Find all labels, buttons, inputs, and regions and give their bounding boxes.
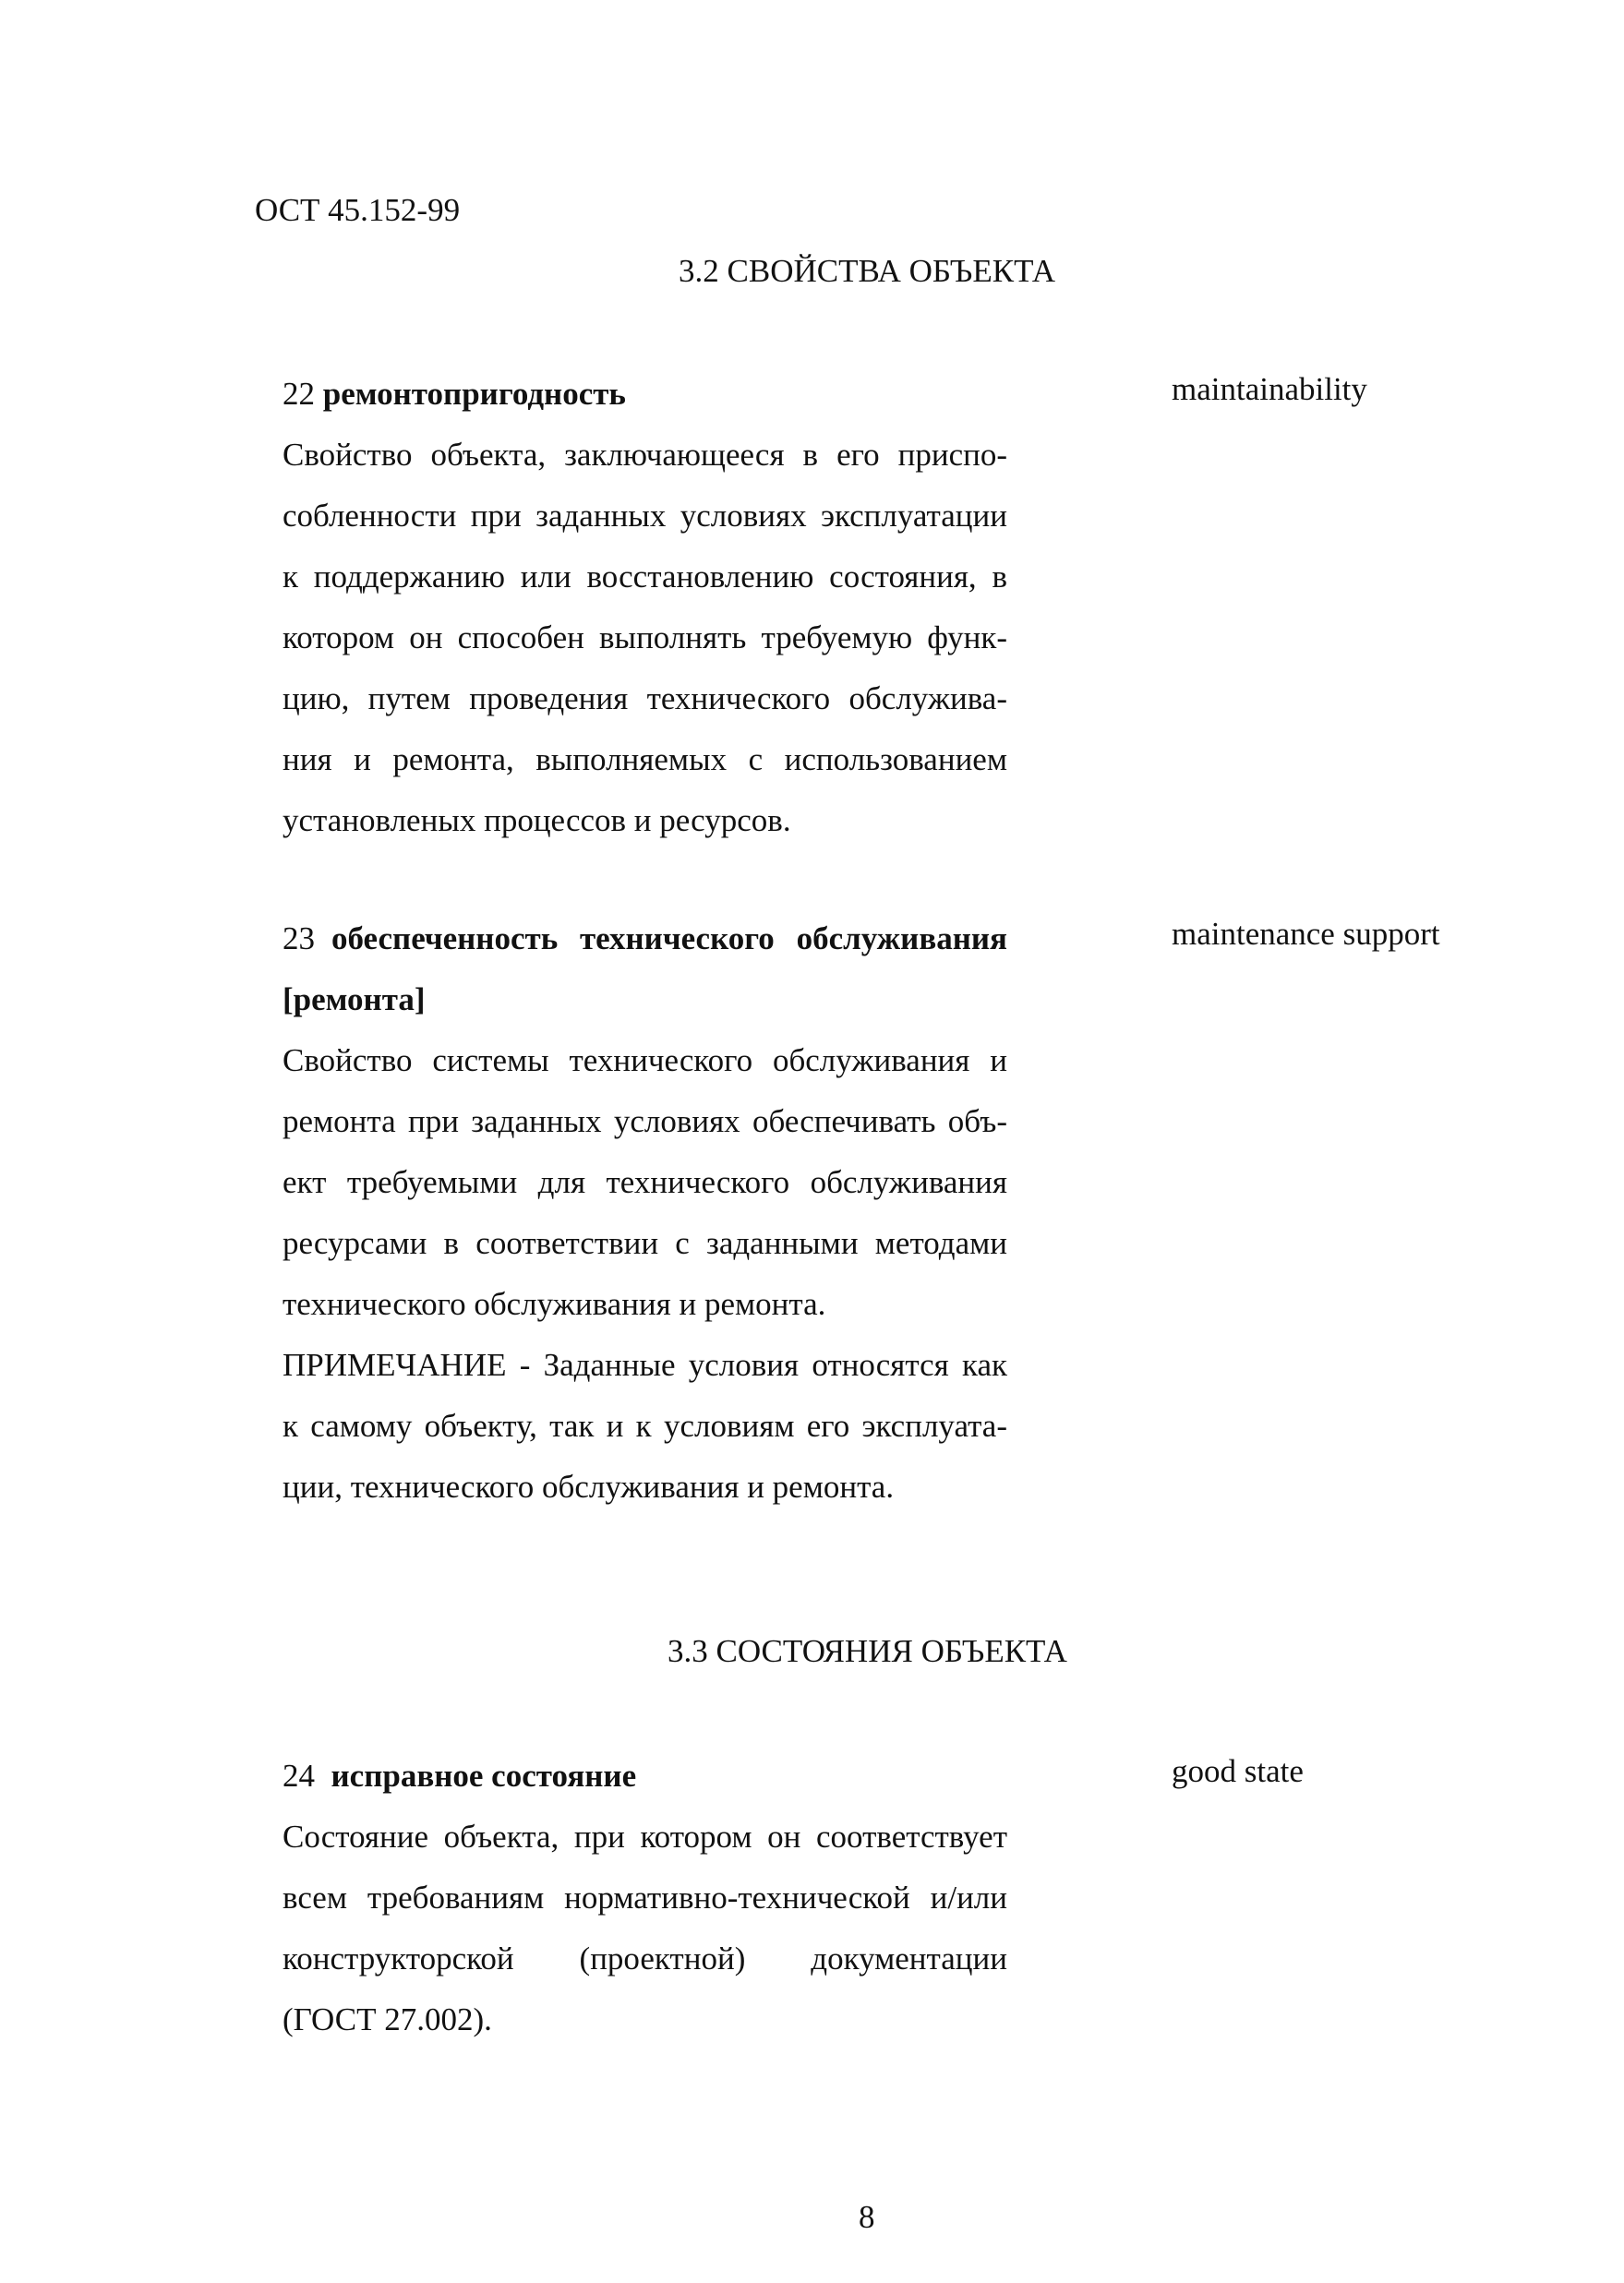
english-equivalent: good state <box>1172 1753 1304 1789</box>
definition-line: ния и ремонта, выполняемых с использованием <box>283 741 1007 777</box>
term-definition <box>283 425 1007 851</box>
english-equivalent: maintenance support <box>1172 916 1440 952</box>
term-entry-23 <box>283 908 1007 1518</box>
term-name-continuation: [ремонта] <box>283 981 426 1017</box>
note-line: ПРИМЕЧАНИЕ - Заданные условия относятся как <box>283 1347 1007 1383</box>
term-entry-22 <box>283 364 1007 851</box>
term-number: 23 <box>283 920 315 956</box>
definition-line: (ГОСТ 27.002). <box>283 2001 492 2037</box>
term-title <box>283 364 1007 425</box>
definition-line: Свойство объекта, заключающееся в его приспо- <box>283 437 1007 473</box>
term-title-continuation <box>283 969 1007 1030</box>
term-name: ремонтопригодность <box>322 376 626 412</box>
definition-line: к поддержанию или восстановлению состояния, в <box>283 559 1007 595</box>
term-name: исправное состояние <box>331 1758 637 1794</box>
term-title <box>283 908 1007 969</box>
definition-line: технического обслуживания и ремонта. <box>283 1286 826 1322</box>
term-number: 22 <box>283 376 315 412</box>
definition-line: всем требованиям нормативно-технической и/или <box>283 1880 1007 1916</box>
term-entry-24 <box>283 1746 1007 2050</box>
note-line: к самому объекту, так и к условиям его эксплуата- <box>283 1408 1007 1444</box>
definition-line: собленности при заданных условиях эксплуатации <box>283 498 1007 534</box>
definition-line: конструкторской (проектной) документации <box>283 1941 1007 1977</box>
definition-line: ресурсами в соответствии с заданными методами <box>283 1225 1007 1261</box>
note-line: ции, технического обслуживания и ремонта. <box>283 1469 895 1505</box>
term-number: 24 <box>283 1758 315 1794</box>
definition-line: установленых процессов и ресурсов. <box>283 802 791 838</box>
definition-line: цию, путем проведения технического обслужива- <box>283 680 1007 716</box>
document-code: ОСТ 45.152-99 <box>255 192 461 228</box>
definition-line: котором он способен выполнять требуемую функ- <box>283 619 1007 655</box>
term-definition <box>283 1807 1007 2050</box>
term-name: обеспеченность технического обслуживания <box>331 920 1007 956</box>
page-number: 8 <box>859 2199 875 2235</box>
english-equivalent: maintainability <box>1172 371 1367 407</box>
term-title <box>283 1746 1007 1807</box>
definition-line: ремонта при заданных условиях обеспечивать объ- <box>283 1103 1007 1139</box>
definition-line: Свойство системы технического обслуживания и <box>283 1042 1007 1078</box>
section-heading-properties: 3.2 СВОЙСТВА ОБЪЕКТА <box>679 253 1056 289</box>
term-definition <box>283 1030 1007 1518</box>
definition-line: Состояние объекта, при котором он соответствует <box>283 1819 1007 1855</box>
definition-line: ект требуемыми для технического обслуживания <box>283 1164 1007 1200</box>
section-heading-states: 3.3 СОСТОЯНИЯ ОБЪЕКТА <box>668 1633 1067 1669</box>
